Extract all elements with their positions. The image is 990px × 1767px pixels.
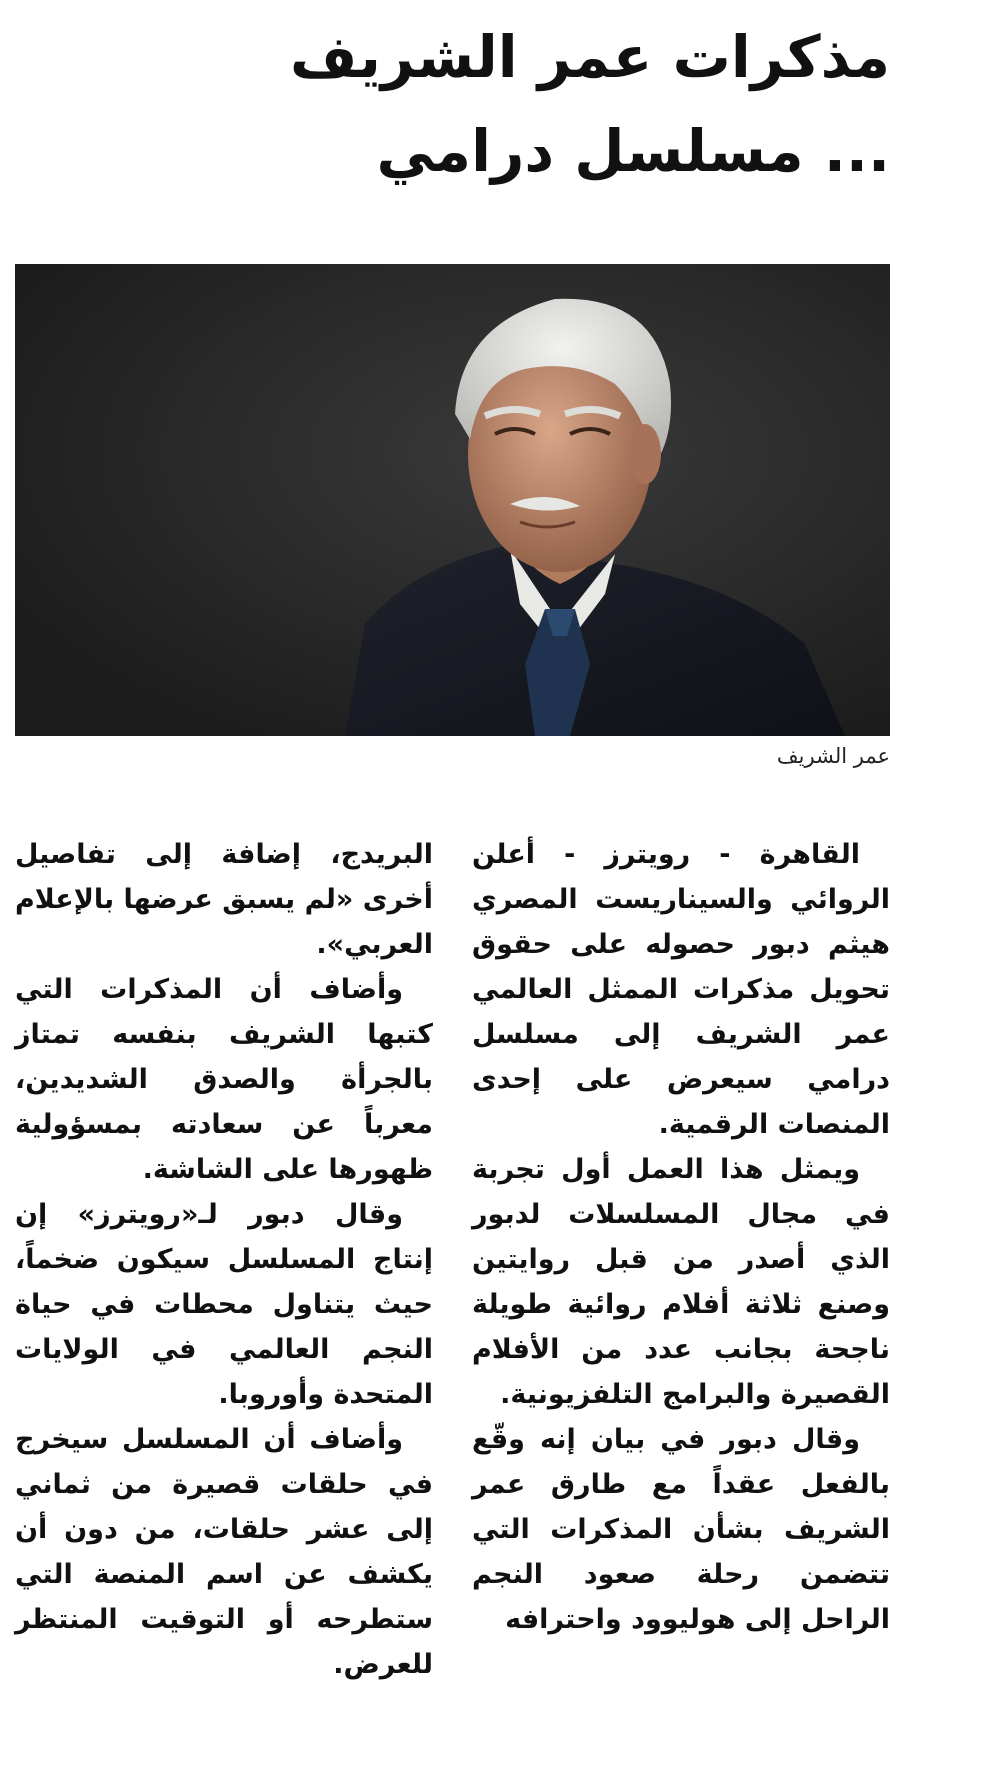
paragraph: القاهرة - رويترز - أعلن الروائي والسيناريست المصري هيثم دبور حصوله على حقوق تحويل مذكرات الممثل العالمي عمر الشريف إلى مسلسل درامي سيعرض على إحدى المنصات الرقمية. <box>472 839 890 1140</box>
article-column-right <box>472 832 890 1642</box>
article-column-left <box>15 832 433 1687</box>
paragraph: وأضاف أن المسلسل سيخرج في حلقات قصيرة من ثماني إلى عشر حلقات، من دون أن يكشف عن اسم المنصة التي ستطرحه أو التوقيت المنتظر للعرض. <box>15 1424 433 1680</box>
paragraph: وأضاف أن المذكرات التي كتبها الشريف بنفسه تمتاز بالجرأة والصدق الشديدين، معرباً عن سعادته بمسؤولية ظهورها على الشاشة. <box>15 974 433 1185</box>
paragraph: وقال دبور لـ«رويترز» إن إنتاج المسلسل سيكون ضخماً، حيث يتناول محطات في حياة النجم العالمي في الولايات المتحدة وأوروبا. <box>15 1199 433 1410</box>
headline-line-1: مذكرات عمر الشريف <box>290 23 890 91</box>
paragraph: وقال دبور في بيان إنه وقّع بالفعل عقداً مع طارق عمر الشريف بشأن المذكرات التي تتضمن رحلة صعود النجم الراحل إلى هوليوود واحترافه <box>472 1424 890 1635</box>
photo-caption: عمر الشريف <box>776 744 890 768</box>
portrait-illustration <box>15 264 890 736</box>
article-photo <box>15 264 890 736</box>
headline <box>90 10 890 198</box>
paragraph: ويمثل هذا العمل أول تجربة في مجال المسلسلات لدبور الذي أصدر من قبل روايتين وصنع ثلاثة أفلام روائية طويلة ناجحة بجانب عدد من الأفلام القصيرة والبرامج التلفزيونية. <box>472 1154 890 1410</box>
headline-line-2: ... مسلسل درامي <box>376 117 890 185</box>
paragraph: البريدج، إضافة إلى تفاصيل أخرى «لم يسبق عرضها بالإعلام العربي». <box>15 839 433 960</box>
